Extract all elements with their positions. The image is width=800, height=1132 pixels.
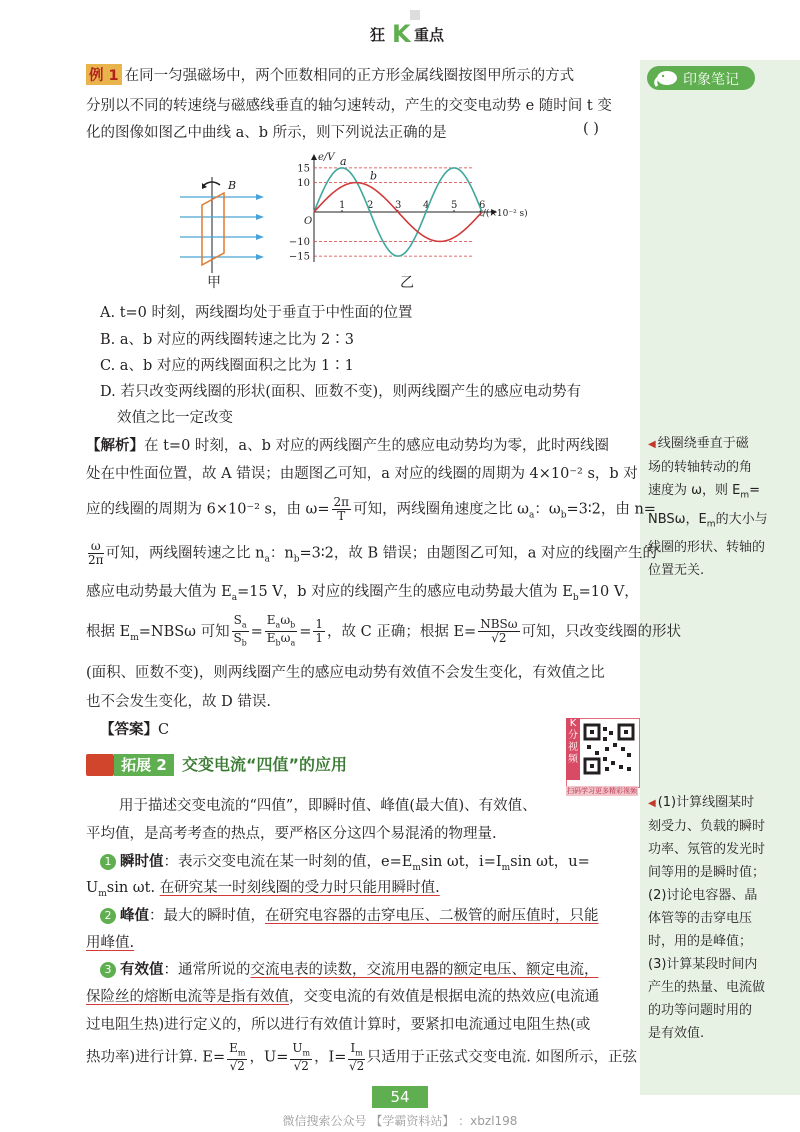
note-line: 间等用的是瞬时值； xyxy=(648,865,766,880)
fraction: $\frac{E_a\omega_b}{E_b\omega_a}$ xyxy=(266,613,296,648)
analysis-line-6: 根据 $E_m=NBS\omega$ 可知 $\frac{S_a}{S_b}$ = $\frac{E_a\omega_b}{E_b\omega_a}$ = $\frac{1}{1}$ ，故 C 正确；根据 E= $\frac{\text{NBSω}}{√2}$ 可知，只改变线圈的形状 xyxy=(86,613,682,648)
analysis-line-5: 感应电动势最大值为 $E_a=15$ V，b 对应的线圈产生的感应电动势最大值为 $E_b=10$ V， xyxy=(86,584,639,603)
option-d: D. 若只改变两线圈的形状(面积、匝数不变)，则两线圈产生的感应电动势有 xyxy=(100,384,582,400)
section-heading xyxy=(86,752,348,776)
analysis-header: 【解析】 xyxy=(86,438,144,454)
item-1-line-2: $U_m\sin$ ωt. 在研究某一时刻线圈的受力时只能用瞬时值. xyxy=(86,880,440,899)
fraction: $\frac{E_m}{√2}$ xyxy=(229,1041,246,1074)
y-tick-label: −10 xyxy=(288,236,310,248)
answer-line xyxy=(100,718,169,739)
answer-bracket: ( ) xyxy=(583,121,599,137)
example-line-3: 化的图像如图乙中曲线 a、b 所示，则下列说法正确的是 xyxy=(86,125,447,141)
note-line: NBSω，$E_m$的大小与 xyxy=(648,511,768,530)
svg-text:B: B xyxy=(228,179,237,192)
fraction: $\frac{2\pi}{T}$ xyxy=(333,495,350,523)
figure-a-label: 甲 xyxy=(207,275,221,291)
option-a: A. t=0 时刻，两线圈均处于垂直于中性面的位置 xyxy=(100,305,413,321)
svg-text:狂: 狂 xyxy=(370,26,386,44)
analysis-line-2: 处在中性面位置，故 A 错误；由题图乙可知，a 对应的线圈的周期为 4×10⁻² s，b 对 xyxy=(86,466,638,482)
fraction: $\frac{\omega}{2\pi}$ xyxy=(88,539,104,567)
option-b: B. a、b 对应的两线圈转速之比为 2∶3 xyxy=(100,332,354,348)
y-tick-label: −15 xyxy=(288,251,310,263)
sidebar-note-1 xyxy=(648,432,788,582)
sidebar-badge xyxy=(647,66,755,90)
item-3-line-3: 过电阻生热)进行定义的，所以进行有效值计算时，要紧扣电流通过电阻生热(或 xyxy=(86,1017,591,1033)
note-line: (2)讨论电容器、晶 xyxy=(648,888,758,903)
x-tick-label: 6 xyxy=(479,200,486,211)
book-icon xyxy=(86,754,114,776)
qr-side-label: K分视频 xyxy=(566,718,580,780)
x-tick-label: 5 xyxy=(451,200,458,211)
figure-b-chart xyxy=(288,142,528,264)
option-d-cont: 效值之比一定改变 xyxy=(117,410,233,426)
option-c: C. a、b 对应的两线圈面积之比为 1∶1 xyxy=(100,358,354,374)
header-logo xyxy=(370,10,460,48)
note-line: 体管等的击穿电压 xyxy=(648,911,753,926)
example-tag: 例 1 xyxy=(86,64,122,85)
example-line-2: 分别以不同的转速绕与磁感线垂直的轴匀速转动，产生的交变电动势 e 随时间 t 变 xyxy=(86,98,612,114)
section-intro-2: 平均值，是高考考查的热点，要严格区分这四个易混淆的物理量. xyxy=(86,826,497,842)
sidebar-note-2 xyxy=(648,791,788,1045)
svg-text:重点: 重点 xyxy=(414,26,445,44)
number-badge: 2 xyxy=(100,908,116,924)
fraction: $\frac{U_m}{√2}$ xyxy=(292,1041,311,1074)
answer-value: C xyxy=(158,722,170,738)
item-2-line-2: 用峰值. xyxy=(86,935,135,951)
section-intro-1: 用于描述交变电流的“四值”，即瞬时值、峰值(最大值)、有效值、 xyxy=(119,798,537,814)
x-tick-label: 2 xyxy=(367,200,374,211)
qr-foot-label: 扫码学习更多精彩视频 xyxy=(567,787,637,795)
note-line: 的功等问题时用的 xyxy=(648,1003,753,1018)
svg-text:K: K xyxy=(392,20,411,48)
fraction: $\frac{I_m}{√2}$ xyxy=(348,1041,365,1074)
number-badge: 1 xyxy=(100,854,116,870)
series-a-label: a xyxy=(340,154,347,168)
elephant-icon xyxy=(653,68,679,88)
page-number: 54 xyxy=(372,1086,428,1108)
y-tick-label: 10 xyxy=(297,178,310,190)
note-line: 线圈的形状、转轴的 xyxy=(648,540,766,556)
analysis-line-8: 也不会发生变化，故 D 错误. xyxy=(86,694,271,710)
emf-chart xyxy=(288,142,528,264)
item-2-line-1: 2 峰值：最大的瞬时值，在研究电容器的击穿电压、二极管的耐压值时，只能 xyxy=(100,904,599,925)
fraction: $\frac{1}{1}$ xyxy=(315,617,324,646)
fraction: $\frac{\text{NBSω}}{√2}$ xyxy=(480,617,518,646)
triangle-marker-icon: ◀ xyxy=(648,439,656,450)
note-line: 刻受力、负载的瞬时 xyxy=(648,819,766,834)
x-tick-label: 3 xyxy=(395,200,402,211)
note-line: ◀ (1)计算线圈某时 xyxy=(648,795,755,810)
item-1-line-1: 1 瞬时值：表示交变电流在某一时刻的值，$e=E_m\sin$ ωt，$i=I_m\sin$ ωt，u= xyxy=(100,850,590,873)
item-3-line-4: 热功率)进行计算. E= $\frac{E_m}{√2}$ ，U= $\frac{U_m}{√2}$ ，I= $\frac{I_m}{√2}$ 只适用于正弦式交变电流. 如图所示，正弦 xyxy=(86,1041,638,1074)
section-title: 交变电流“四值”的应用 xyxy=(182,755,348,774)
figure-a xyxy=(178,175,278,275)
example-line-1: 例 1 在同一匀强磁场中，两个匝数相同的正方形金属线圈按图甲所示的方式 xyxy=(86,64,574,85)
analysis-line-4: $\frac{\omega}{2\pi}$ 可知，两线圈转速之比 $n_a$：$n_b=3∶2$，故 B 错误；由题图乙可知，a 对应的线圈产生的 xyxy=(88,539,657,567)
analysis-line-7: (面积、匝数不变)，则两线圈产生的感应电动势有效值不会发生变化，有效值之比 xyxy=(86,665,605,681)
number-badge: 3 xyxy=(100,962,116,978)
analysis-line-1: 【解析】在 t=0 时刻，a、b 对应的两线圈产生的感应电动势均为零，此时两线圈 xyxy=(86,438,609,454)
note-line: 场的转轴转动的角 xyxy=(648,460,753,475)
note-line: (3)计算某段时间内 xyxy=(648,957,758,972)
note-line: 时，用的是峰值； xyxy=(648,934,753,949)
figure-b-label: 乙 xyxy=(400,275,414,291)
fraction: $\frac{S_a}{S_b}$ xyxy=(233,613,247,648)
y-tick-label: 15 xyxy=(297,163,310,175)
footer-text: 微信搜索公众号 【学霸资料站】 ：xbzl198 xyxy=(282,1114,518,1128)
x-tick-label: 1 xyxy=(339,200,346,211)
qr-code-icon xyxy=(583,723,635,775)
origin-label: O xyxy=(304,216,313,227)
section-tag: 拓展 2 xyxy=(114,754,174,776)
note-line: 速度为 ω，则 $E_m=$ xyxy=(648,483,761,501)
sidebar-badge-label: 印象笔记 xyxy=(683,72,739,88)
y-axis-arrow-icon xyxy=(311,154,317,160)
series-b-label: b xyxy=(370,169,378,183)
note-line: 是有效值. xyxy=(648,1026,705,1041)
triangle-marker-icon: ◀ xyxy=(648,798,656,809)
note-line: 产生的热量、电流做 xyxy=(648,980,766,995)
item-3-line-2: 保险丝的熔断电流等是指有效值，交变电流的有效值是根据电流的热效应(电流通 xyxy=(86,989,600,1005)
header-logo-icon xyxy=(370,10,460,48)
note-line: ◀ 线圈绕垂直于磁 xyxy=(648,436,749,451)
note-line: 位置无关. xyxy=(648,563,705,579)
x-axis-label: t/(×10⁻² s) xyxy=(479,209,528,219)
note-line: 功率、氖管的发光时 xyxy=(648,842,766,857)
analysis-line-3: 应的线圈的周期为 6×10⁻² s，由 ω= $\frac{2\pi}{T}$ 可知，两线圈角速度之比 $\omega_a$：$\omega_b=3∶2$，由 n= xyxy=(86,495,656,523)
item-3-line-1: 3 有效值：通常所说的交流电表的读数，交流用电器的额定电压、额定电流， xyxy=(100,958,599,979)
x-tick-label: 4 xyxy=(423,200,430,211)
coil-diagram xyxy=(178,175,278,275)
y-axis-label: e/V xyxy=(318,152,335,163)
answer-label: 【答案】 xyxy=(100,722,158,738)
